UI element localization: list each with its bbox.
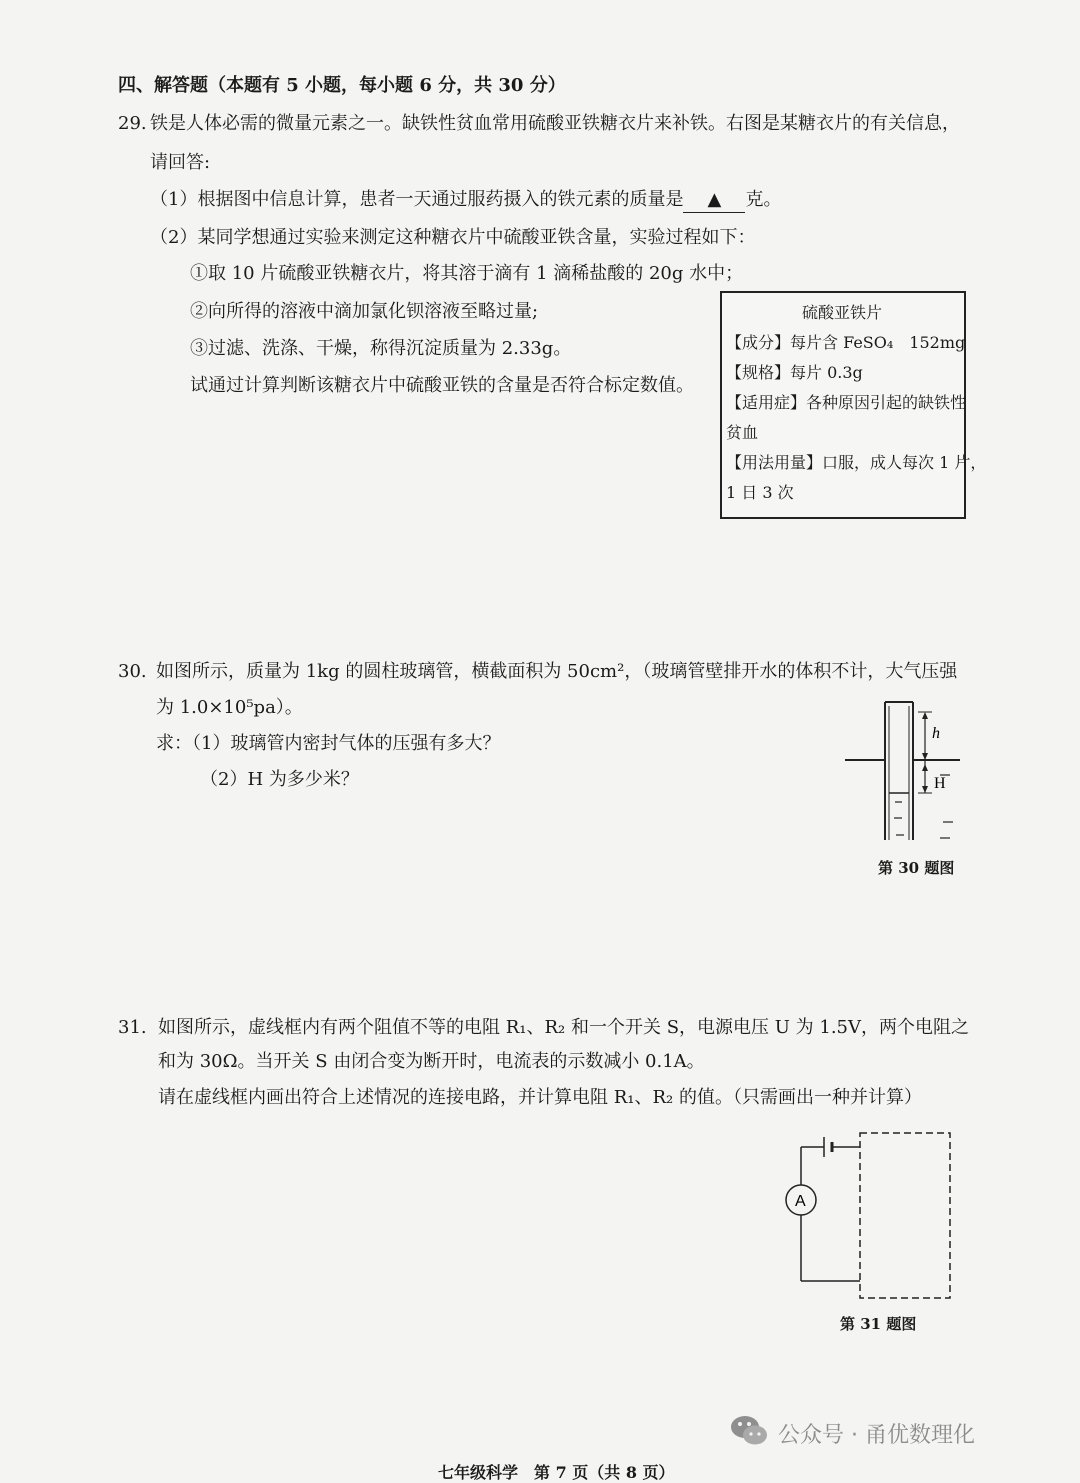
q29-stem-line2: 请回答: [150, 152, 211, 173]
dashed-box [860, 1133, 950, 1298]
info-line-indication-cont: 贫血 [726, 423, 759, 442]
q30-stem-line1: 如图所示，质量为 1kg 的圆柱玻璃管，横截面积为 50cm²，（玻璃管壁排开水的体积不计，大气压强 [156, 661, 958, 682]
info-title: 硫酸亚铁片 [802, 303, 883, 322]
q29-step3: ③过滤、洗涤、干燥，称得沉淀质量为 2.33g。 [190, 338, 572, 359]
label-H: H [934, 775, 946, 792]
q31-stem-line3: 请在虚线框内画出符合上述情况的连接电路，并计算电阻 R₁、R₂ 的值。（只需画出一种并计算） [158, 1087, 922, 1108]
q30-ask2: （2）H 为多少米？ [200, 769, 359, 790]
q29-part1 [150, 188, 781, 213]
q29-part1-suffix: 克。 [745, 189, 782, 210]
info-line-indication: 【适用症】各种原因引起的缺铁性 [726, 393, 967, 412]
glass-tube-diagram [840, 690, 980, 850]
page-footer: 七年级科学 第 7 页（共 8 页） [438, 1463, 675, 1482]
q29-part2-intro: （2）某同学想通过实验来测定这种糖衣片中硫酸亚铁含量，实验过程如下： [150, 227, 756, 248]
section-title: 四、解答题（本题有 5 小题，每小题 6 分，共 30 分） [118, 75, 566, 96]
info-line-spec: 【规格】每片 0.3g [726, 363, 863, 382]
circuit-diagram [780, 1125, 960, 1310]
watermark-text: 公众号 · 甬优数理化 [778, 1423, 975, 1448]
q29-number: 29. [118, 113, 147, 134]
info-line-dosage-cont: 1 日 3 次 [726, 483, 794, 502]
info-line-ingredient: 【成分】每片含 FeSO₄ 152mg [726, 333, 966, 352]
q31-number: 31. [118, 1017, 147, 1038]
medicine-info-box [720, 291, 987, 519]
q31-stem-line2: 和为 30Ω。当开关 S 由闭合变为断开时，电流表的示数减小 0.1A。 [158, 1051, 705, 1072]
q29-step2: ②向所得的溶液中滴加氯化钡溶液至略过量; [190, 301, 539, 322]
q29-stem-line1: 铁是人体必需的微量元素之一。缺铁性贫血常用硫酸亚铁糖衣片来补铁。右图是某糖衣片的有关信息， [150, 113, 960, 134]
ammeter-label: A [795, 1193, 806, 1210]
answer-blank: ▲ [683, 188, 745, 213]
label-h: h [932, 725, 940, 742]
wechat-icon [728, 1410, 770, 1452]
q30-ask1: 求：（1）玻璃管内密封气体的压强有多大？ [156, 733, 501, 754]
info-line-dosage: 【用法用量】口服，成人每次 1 片， [726, 453, 987, 472]
q29-question: 试通过计算判断该糖衣片中硫酸亚铁的含量是否符合标定数值。 [190, 375, 694, 396]
q30-stem-line2: 为 1.0×10⁵pa）。 [156, 697, 303, 718]
q29-part1-prefix: （1）根据图中信息计算，患者一天通过服药摄入的铁元素的质量是 [150, 189, 684, 210]
q31-stem-line1: 如图所示，虚线框内有两个阻值不等的电阻 R₁、R₂ 和一个开关 S，电源电压 U 为 1.5V，两个电阻之 [158, 1017, 969, 1038]
figure-31-caption: 第 31 题图 [840, 1315, 917, 1333]
q30-number: 30. [118, 661, 147, 682]
figure-30-caption: 第 30 题图 [878, 859, 955, 877]
q29-step1: ①取 10 片硫酸亚铁糖衣片，将其溶于滴有 1 滴稀盐酸的 20g 水中； [190, 263, 744, 284]
